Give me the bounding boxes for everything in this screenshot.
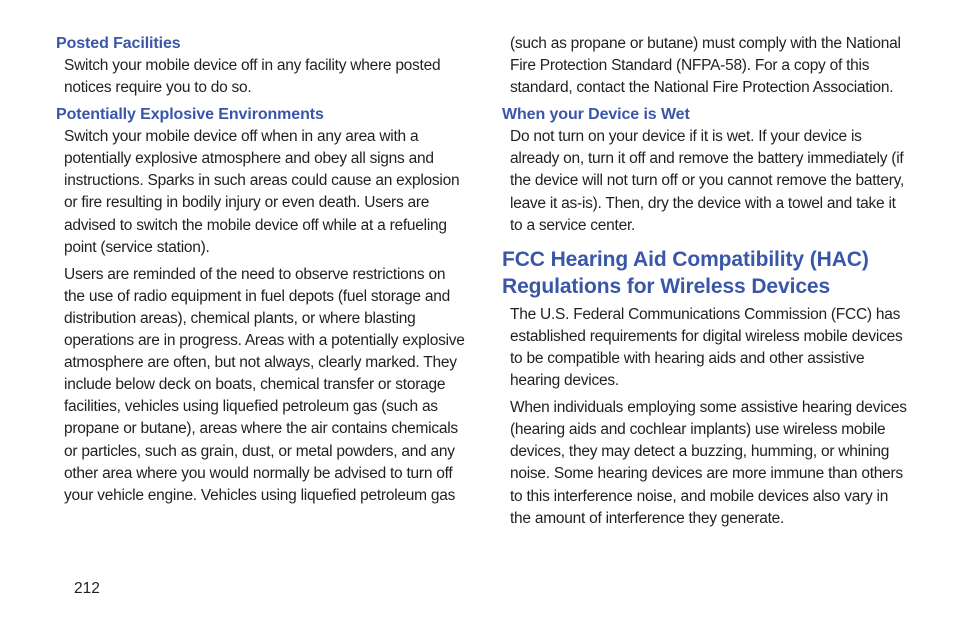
explosive-environments-text-2: Users are reminded of the need to observe restrictions on the use of radio equipment in fuel depots (fuel storage and distribution areas), chemical plants, or where blasting operations are in progress. Areas with a potentially explosive atmosphere are often, but not always, clearly marked. They include below deck on boats, chemical transfer or storage facilities, vehicles using liquefied petroleum gas (such as propane or butane), areas where the air contains chemicals or particles, such as grain, dust, or metal powders, and any other area where you would normally be advised to turn off your vehicle engine. Vehicles using liquefied petroleum gas [64, 265, 465, 504]
posted-facilities-text: Switch your mobile device off in any facility where posted notices require you to do so. [64, 57, 441, 97]
fcc-section-title: FCC Hearing Aid Compatibility (HAC) Regulations for Wireless Devices [502, 247, 869, 298]
continued-text: (such as propane or butane) must comply with the National Fire Protection Standard (NFPA-58). For a copy of this standard, contact the National Fire Protection Association. [510, 35, 901, 97]
explosive-environments-text-1: Switch your mobile device off when in any area with a potentially explosive atmosphere and obey all signs and instructions. Sparks in such areas could cause an explosion or fire resulting in bodily injury or even death. Users are advised to switch the mobile device off while at a refueling point (service station). [64, 128, 460, 256]
explosive-environments-heading: Potentially Explosive Environments [56, 106, 324, 124]
device-wet-text: Do not turn on your device if it is wet. If your device is already on, turn it off and remove the battery immediately (if the device will not turn off or you cannot remove the battery, leave it as-is). Then, dry the device with a towel and take it to a service center. [510, 128, 905, 234]
left-column [56, 33, 466, 512]
device-wet-heading: When your Device is Wet [502, 106, 690, 124]
right-column [502, 33, 912, 535]
posted-facilities-heading: Posted Facilities [56, 35, 181, 52]
page-number: 212 [74, 580, 100, 597]
fcc-text-1: The U.S. Federal Communications Commission (FCC) has established requirements for digital wireless mobile devices to be compatible with hearing aids and other assistive hearing devices. [510, 305, 903, 390]
fcc-text-2: When individuals employing some assistive hearing devices (hearing aids and cochlear implants) use wireless mobile devices, they may detect a buzzing, humming, or whining noise. Some hearing devices are more immune than others to this interference noise, and mobile devices also vary in the amount of interference they generate. [510, 399, 907, 527]
